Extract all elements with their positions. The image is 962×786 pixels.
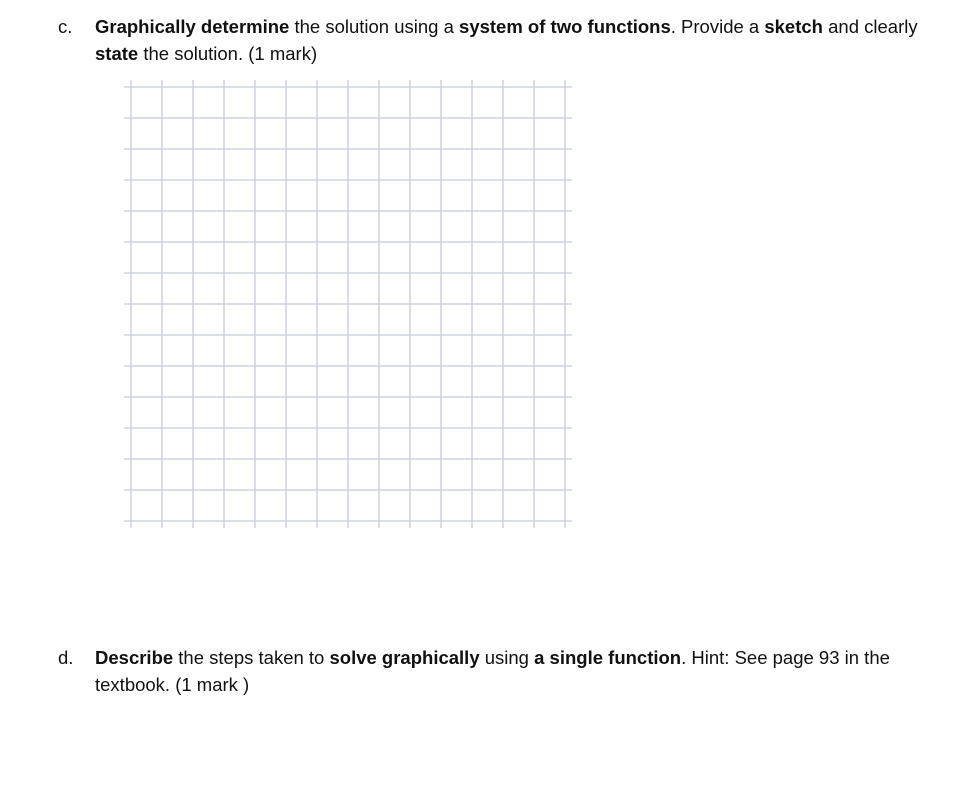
text-run: the solution using a	[289, 16, 460, 37]
text-run: sketch	[764, 16, 823, 37]
question-d-text	[95, 644, 928, 698]
text-run: the steps taken to	[173, 647, 330, 668]
text-run: a single function	[534, 647, 682, 668]
text-run: . Provide a	[670, 16, 765, 37]
question-c-text	[95, 13, 928, 67]
question-c-label: c.	[58, 16, 73, 37]
question-c	[58, 13, 928, 67]
text-run: Graphically determine	[95, 16, 290, 37]
graph-paper-svg	[124, 80, 586, 540]
question-d	[58, 644, 928, 698]
text-run: and clearly	[822, 16, 918, 37]
text-run: system of two functions	[459, 16, 671, 37]
text-run: the solution. (1 mark)	[138, 43, 318, 64]
question-d-label: d.	[58, 647, 74, 668]
text-run: Describe	[95, 647, 174, 668]
text-run: state	[95, 43, 139, 64]
text-run: solve graphically	[329, 647, 480, 668]
text-run: using	[479, 647, 535, 668]
graph-paper-grid	[124, 80, 586, 540]
text-run: . Hint: See page 93 in the textbook. (1 mark )	[95, 647, 890, 695]
